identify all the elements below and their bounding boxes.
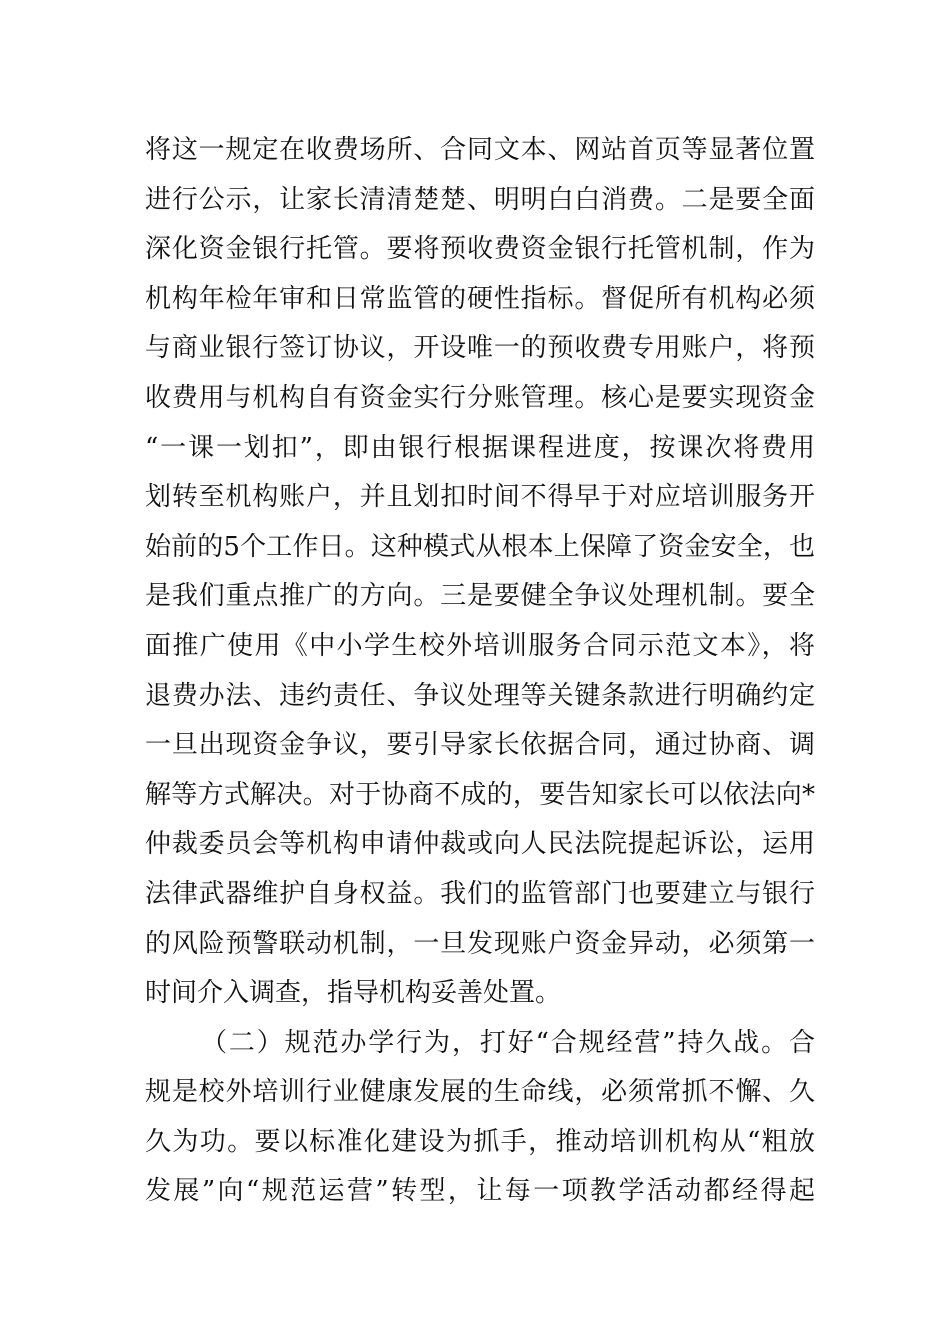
text-line: 与商业银行签订协议，开设唯一的预收费专用账户，将预 — [145, 333, 815, 364]
text-line: 始前的5个工作日。这种模式从根本上保障了资金安全，也 — [145, 531, 815, 562]
text-line: 的风险预警联动机制，一旦发现账户资金异动，必须第一 — [145, 928, 815, 959]
text-line: 一旦出现资金争议，要引导家长依据合同，通过协商、调 — [145, 730, 815, 761]
text-line: 面推广使用《中小学生校外培训服务合同示范文本》，将 — [145, 630, 815, 661]
text-line: 划转至机构账户，并且划扣时间不得早于对应培训服务开 — [145, 482, 815, 513]
body-text — [145, 126, 815, 1217]
text-line: 收费用与机构自有资金实行分账管理。核心是要实现资金 — [145, 382, 815, 413]
text-line: 进行公示，让家长清清楚楚、明明白白消费。二是要全面 — [145, 184, 815, 215]
text-line: 机构年检年审和日常监管的硬性指标。督促所有机构必须 — [145, 283, 815, 314]
text-line: 发展”向“规范运营”转型，让每一项教学活动都经得起 — [145, 1176, 815, 1207]
text-line: 规是校外培训行业健康发展的生命线，必须常抓不懈、久 — [145, 1077, 815, 1108]
text-line: 久为功。要以标准化建设为抓手，推动培训机构从“粗放 — [145, 1126, 815, 1157]
text-line: 退费办法、违约责任、争议处理等关键条款进行明确约定 — [145, 680, 815, 711]
text-line: 是我们重点推广的方向。三是要健全争议处理机制。要全 — [145, 581, 815, 612]
text-line: 法律武器维护自身权益。我们的监管部门也要建立与银行 — [145, 878, 815, 909]
text-line: 将这一规定在收费场所、合同文本、网站首页等显著位置 — [145, 135, 815, 165]
section-heading-line: （二）规范办学行为，打好“合规经营”持久战。合 — [201, 1027, 815, 1058]
text-line: 深化资金银行托管。要将预收费资金银行托管机制，作为 — [145, 234, 815, 265]
text-line: “一课一划扣”，即由银行根据课程进度，按课次将费用 — [145, 432, 815, 463]
text-line: 仲裁委员会等机构申请仲裁或向人民法院提起诉讼，运用 — [145, 829, 815, 860]
text-line: 时间介入调查，指导机构妥善处置。 — [145, 978, 562, 1009]
text-line: 解等方式解决。对于协商不成的，要告知家长可以依法向* — [145, 779, 815, 810]
